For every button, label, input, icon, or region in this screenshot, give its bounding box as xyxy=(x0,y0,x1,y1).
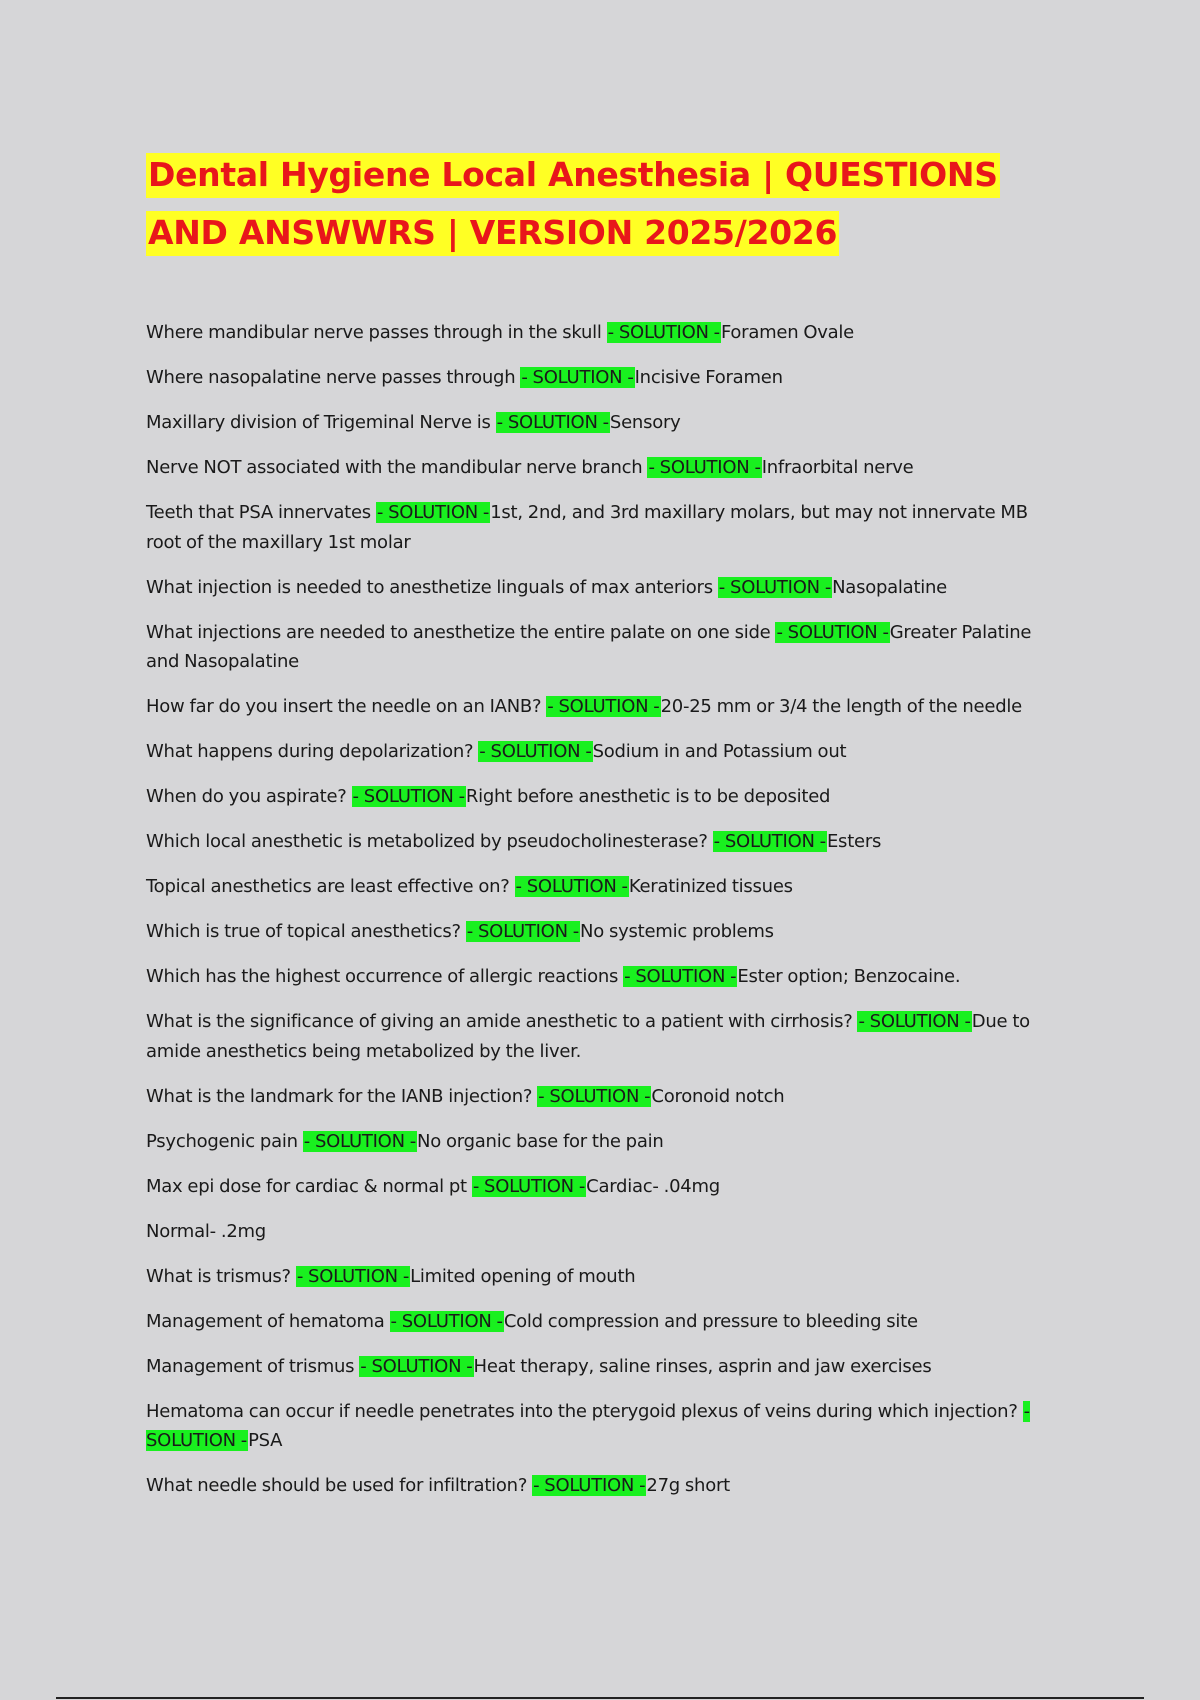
solution-marker: - SOLUTION - xyxy=(466,921,580,942)
question-text: Management of hematoma xyxy=(146,1310,390,1332)
qa-item xyxy=(146,498,1066,557)
qa-item xyxy=(146,737,1066,767)
solution-marker: - SOLUTION - xyxy=(496,412,609,433)
question-text: What is the significance of giving an amide anesthetic to a patient with cirrhosis? xyxy=(146,1011,858,1032)
question-text: Max epi dose for cardiac & normal pt xyxy=(146,1175,472,1197)
qa-item xyxy=(146,573,1066,603)
qa-item xyxy=(146,782,1066,812)
solution-marker: - SOLUTION - xyxy=(296,1265,410,1287)
question-text: What injections are needed to anesthetize the entire palate on one side xyxy=(146,621,776,643)
solution-marker: - SOLUTION - xyxy=(146,1400,1030,1451)
qa-item xyxy=(146,1397,1066,1456)
page-bottom-divider xyxy=(56,1697,1144,1699)
answer-text: Limited opening of mouth xyxy=(410,1265,636,1287)
answer-text: No organic base for the pain xyxy=(417,1130,664,1152)
question-text: Which is true of topical anesthetics? xyxy=(146,921,466,942)
solution-marker: - SOLUTION - xyxy=(624,966,737,987)
qa-item xyxy=(146,618,1066,677)
question-text: Where mandibular nerve passes through in the skull xyxy=(146,322,607,343)
answer-text: Cold compression and pressure to bleeding site xyxy=(503,1310,918,1332)
question-text: What injection is needed to anesthetize linguals of max anteriors xyxy=(146,576,718,598)
solution-marker: - SOLUTION - xyxy=(360,1355,473,1377)
qa-item xyxy=(146,1172,1066,1202)
answer-text: Coronoid notch xyxy=(651,1085,785,1107)
qa-item xyxy=(146,1307,1066,1337)
question-text: Hematoma can occur if needle penetrates into the pterygoid plexus of veins during which injection? xyxy=(146,1400,1023,1422)
qa-item xyxy=(146,692,1066,722)
solution-marker: - SOLUTION - xyxy=(776,621,889,643)
answer-text: Esters xyxy=(826,831,882,852)
solution-marker: - SOLUTION - xyxy=(648,457,761,478)
qa-item xyxy=(146,318,1066,348)
question-text: Maxillary division of Trigeminal Nerve is xyxy=(146,412,496,433)
answer-text: No systemic problems xyxy=(580,921,774,942)
answer-text: Keratinized tissues xyxy=(628,876,793,897)
solution-marker: - SOLUTION - xyxy=(376,502,490,523)
question-text: Nerve NOT associated with the mandibular nerve branch xyxy=(146,457,648,478)
qa-item xyxy=(146,827,1066,857)
solution-marker: - SOLUTION - xyxy=(390,1310,503,1332)
answer-text: Foramen Ovale xyxy=(720,322,855,343)
solution-marker: - SOLUTION - xyxy=(533,1475,646,1496)
solution-marker: - SOLUTION - xyxy=(607,322,720,343)
question-text: How far do you insert the needle on an IANB? xyxy=(146,696,547,717)
question-text: Where nasopalatine nerve passes through xyxy=(146,367,521,388)
solution-marker: - SOLUTION - xyxy=(515,876,628,897)
qa-item xyxy=(146,1127,1066,1157)
answer-text: Heat therapy, saline rinses, asprin and jaw exercises xyxy=(473,1355,932,1377)
answer-text: Greater Palatine and Nasopalatine xyxy=(146,621,1032,672)
solution-marker: - SOLUTION - xyxy=(352,786,465,807)
qa-item xyxy=(146,363,1066,393)
qa-item xyxy=(146,1007,1066,1066)
qa-item xyxy=(146,1262,1066,1292)
qa-item xyxy=(146,1352,1066,1382)
question-text: Topical anesthetics are least effective on? xyxy=(146,876,515,897)
qa-item xyxy=(146,1082,1066,1112)
question-text: When do you aspirate? xyxy=(146,786,352,807)
solution-marker: - SOLUTION - xyxy=(718,576,832,598)
solution-marker: - SOLUTION - xyxy=(547,696,660,717)
question-text: Psychogenic pain xyxy=(146,1130,303,1152)
solution-marker: - SOLUTION - xyxy=(521,367,634,388)
qa-item xyxy=(146,917,1066,947)
qa-item xyxy=(146,962,1066,992)
answer-text: Right before anesthetic is to be deposited xyxy=(465,786,831,807)
qa-item xyxy=(146,453,1066,483)
qa-item xyxy=(146,408,1066,438)
qa-item xyxy=(146,1217,1066,1247)
answer-text: Infraorbital nerve xyxy=(761,457,914,478)
answer-text: 1st, 2nd, and 3rd maxillary molars, but may not innervate MB root of the maxillary 1st molar xyxy=(146,502,1028,553)
solution-marker: - SOLUTION - xyxy=(538,1085,651,1107)
answer-text: Cardiac- .04mg xyxy=(586,1175,720,1197)
qa-list xyxy=(146,318,1066,1516)
solution-marker: - SOLUTION - xyxy=(479,741,592,762)
answer-text: Incisive Foramen xyxy=(634,367,783,388)
solution-marker: - SOLUTION - xyxy=(713,831,826,852)
question-text: What is the landmark for the IANB injection? xyxy=(146,1085,538,1107)
answer-text: 20-25 mm or 3/4 the length of the needle xyxy=(660,696,1022,717)
solution-marker: - SOLUTION - xyxy=(858,1011,971,1032)
question-text: Management of trismus xyxy=(146,1355,360,1377)
qa-item xyxy=(146,1471,1066,1501)
answer-text: 27g short xyxy=(646,1475,730,1496)
answer-text: Sodium in and Potassium out xyxy=(592,741,847,762)
qa-item xyxy=(146,872,1066,902)
question-text: Normal- .2mg xyxy=(146,1220,266,1242)
document-title xyxy=(146,146,1046,262)
answer-text: Ester option; Benzocaine. xyxy=(737,966,961,987)
answer-text: Sensory xyxy=(609,412,681,433)
question-text: What needle should be used for infiltration? xyxy=(146,1475,533,1496)
document-title-text: Dental Hygiene Local Anesthesia | QUESTIONS AND ANSWWRS | VERSION 2025/2026 xyxy=(146,153,1000,256)
question-text: What happens during depolarization? xyxy=(146,741,479,762)
question-text: Which has the highest occurrence of allergic reactions xyxy=(146,966,624,987)
solution-marker: - SOLUTION - xyxy=(472,1175,586,1197)
answer-text: Due to amide anesthetics being metabolized by the liver. xyxy=(146,1011,1030,1062)
question-text: Which local anesthetic is metabolized by pseudocholinesterase? xyxy=(146,831,713,852)
question-text: Teeth that PSA innervates xyxy=(146,502,376,523)
question-text: What is trismus? xyxy=(146,1265,296,1287)
solution-marker: - SOLUTION - xyxy=(303,1130,417,1152)
answer-text: PSA xyxy=(248,1430,283,1451)
answer-text: Nasopalatine xyxy=(832,576,947,598)
